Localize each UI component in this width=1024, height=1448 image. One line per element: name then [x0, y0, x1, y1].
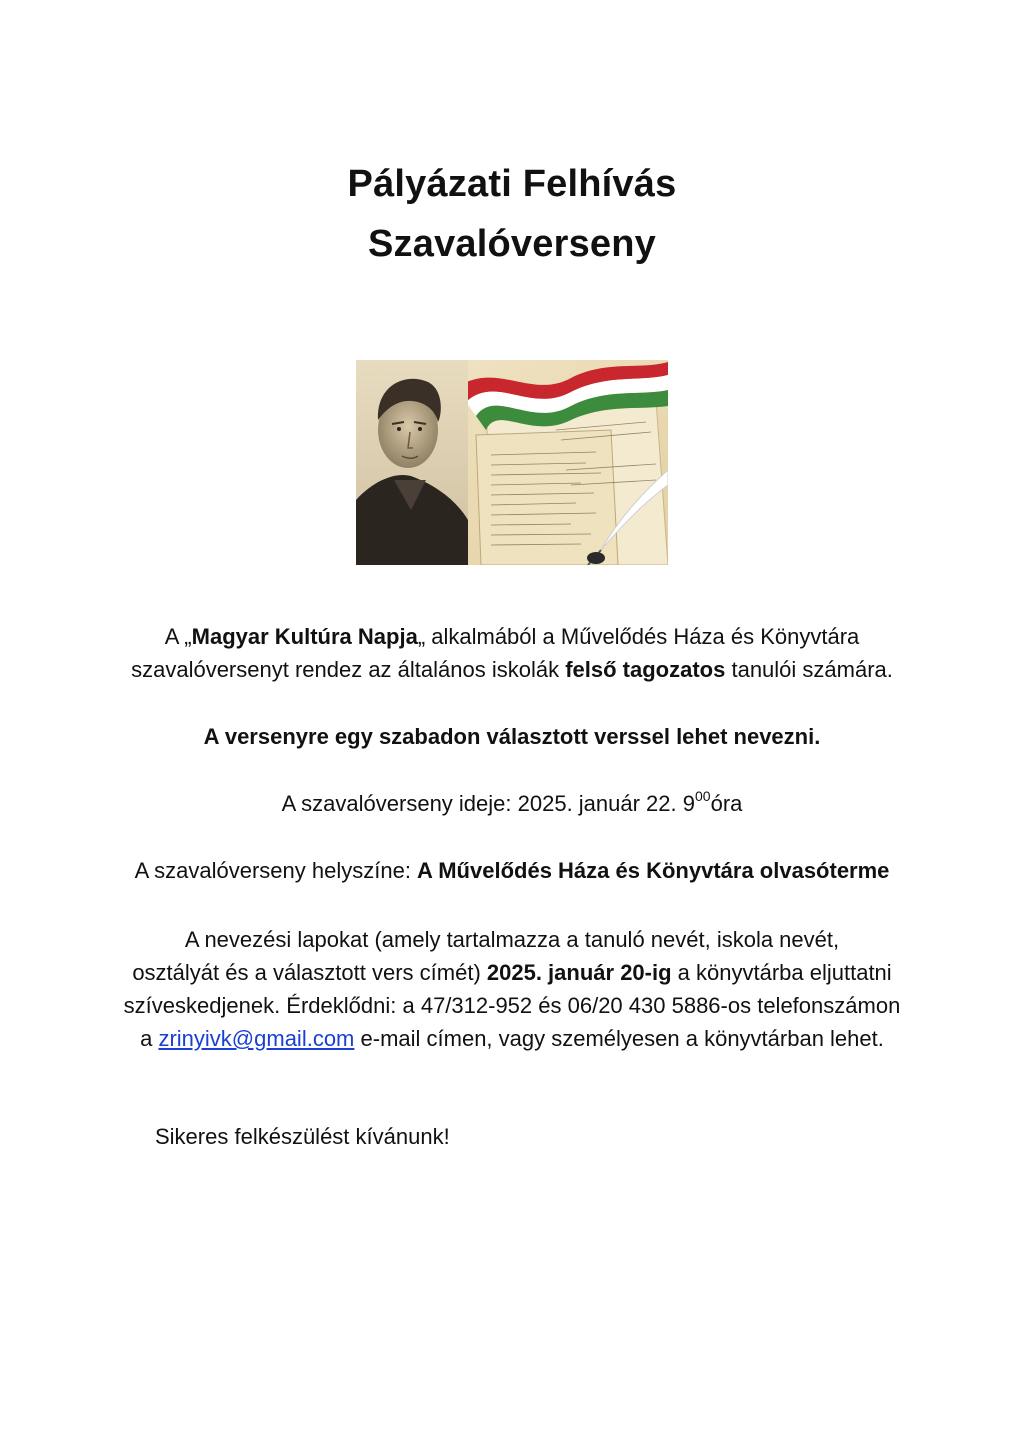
- event-venue: [40, 854, 984, 887]
- intro-middle: szavalóversenyt rendez az általános iskolák: [131, 657, 566, 682]
- venue-label: A szavalóverseny helyszíne:: [134, 858, 418, 883]
- registration-paragraph: [40, 923, 984, 1055]
- manuscript-sheets: [476, 400, 668, 565]
- intro-prefix: A „: [164, 624, 192, 649]
- email-link[interactable]: zrinyivk@gmail.com: [158, 1026, 355, 1051]
- event-time: [40, 787, 984, 820]
- poet-manuscript-flag-image: [356, 360, 668, 565]
- title-line-2: Szavalóverseny: [368, 223, 656, 265]
- registration-contact-phones: szíveskedjenek. Érdeklődni: a 47/312-952 és 06/20 430 5886-os telefonszámon: [123, 993, 901, 1018]
- title-line-1: Pályázati Felhívás: [347, 163, 677, 205]
- event-time-unit: óra: [710, 791, 743, 816]
- rule-statement: A versenyre egy szabadon választott verssel lehet nevezni.: [203, 724, 821, 749]
- registration-line-2-end: a könyvtárba eljuttatni: [671, 960, 892, 985]
- event-time-minutes: 00: [695, 787, 711, 804]
- registration-line-4-end: e-mail címen, vagy személyesen a könyvtárban lehet.: [354, 1026, 884, 1051]
- registration-line-2-start: osztályát és a választott vers címét): [132, 960, 487, 985]
- venue-value: A Művelődés Háza és Könyvtára olvasóterme: [417, 858, 890, 883]
- registration-line-1: A nevezési lapokat (amely tartalmazza a tanuló nevét, iskola nevét,: [184, 927, 840, 952]
- closing-wish: Sikeres felkészülést kívánunk!: [155, 1124, 450, 1149]
- intro-paragraph: [40, 620, 984, 686]
- event-time-label: A szavalóverseny ideje: 2025. január 22. 9: [281, 791, 695, 816]
- target-group: felső tagozatos: [565, 657, 726, 682]
- registration-deadline: 2025. január 20-ig: [486, 960, 672, 985]
- event-name: Magyar Kultúra Napja: [191, 624, 418, 649]
- poet-portrait: [356, 360, 468, 565]
- intro-suffix: tanulói számára.: [725, 657, 893, 682]
- intro-organizer: „ alkalmából a Művelődés Háza és Könyvtára: [417, 624, 860, 649]
- registration-line-4-start: a: [140, 1026, 159, 1051]
